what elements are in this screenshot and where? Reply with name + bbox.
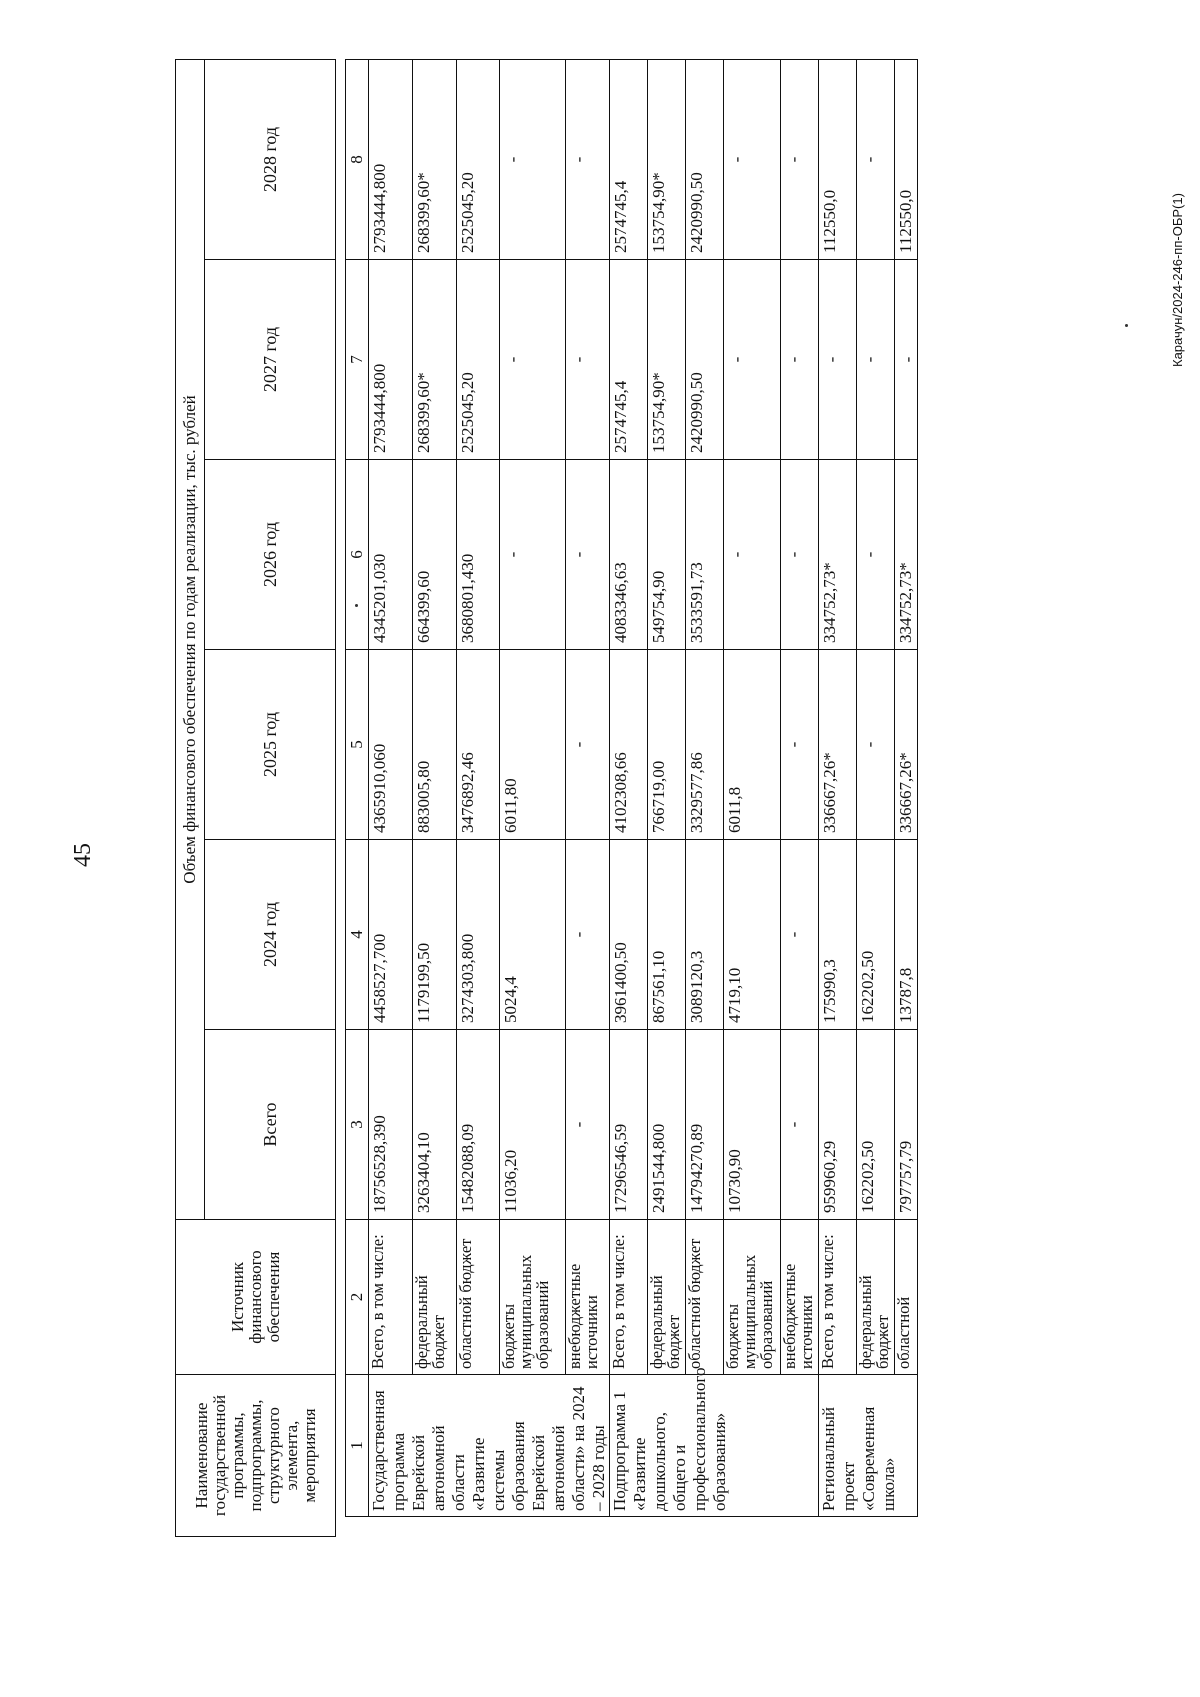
amount-cell: - bbox=[895, 260, 918, 460]
column-number: 5 bbox=[346, 650, 369, 840]
table-row bbox=[500, 60, 566, 1517]
amount-cell: - bbox=[500, 460, 566, 650]
amount-cell: 549754,90 bbox=[648, 460, 686, 650]
column-number: 4 bbox=[346, 840, 369, 1030]
header-col-source: Источник финансового обеспечения bbox=[176, 1220, 336, 1375]
column-number: 8 bbox=[346, 60, 369, 260]
amount-cell: - bbox=[781, 460, 819, 650]
funding-source-cell: Всего, в том числе: bbox=[369, 1220, 413, 1375]
table-row bbox=[724, 60, 781, 1517]
amount-cell: 2574745,4 bbox=[610, 60, 648, 260]
table-row bbox=[648, 60, 686, 1517]
funding-source-cell: федеральный бюджет bbox=[412, 1220, 456, 1375]
funding-source-cell: федеральный бюджет bbox=[857, 1220, 895, 1375]
funding-source-cell: Всего, в том числе: bbox=[610, 1220, 648, 1375]
amount-cell: 3680801,430 bbox=[456, 460, 500, 650]
amount-cell: 2491544,800 bbox=[648, 1030, 686, 1220]
header-col-2025: 2025 год bbox=[205, 650, 336, 840]
amount-cell: - bbox=[781, 840, 819, 1030]
amount-cell: 153754,90* bbox=[648, 60, 686, 260]
amount-cell: 6011,8 bbox=[724, 650, 781, 840]
table-row bbox=[369, 60, 413, 1517]
column-number-row bbox=[346, 60, 369, 1517]
amount-cell: 766719,00 bbox=[648, 650, 686, 840]
amount-cell: 334752,73* bbox=[819, 460, 857, 650]
amount-cell: 334752,73* bbox=[895, 460, 918, 650]
amount-cell: 112550,0 bbox=[895, 60, 918, 260]
amount-cell: 11036,20 bbox=[500, 1030, 566, 1220]
header-col-2027: 2027 год bbox=[205, 260, 336, 460]
amount-cell: 268399,60* bbox=[412, 60, 456, 260]
amount-cell: 3533591,73 bbox=[686, 460, 724, 650]
amount-cell: - bbox=[566, 1030, 610, 1220]
amount-cell: 5024,4 bbox=[500, 840, 566, 1030]
amount-cell: - bbox=[857, 260, 895, 460]
amount-cell: 3089120,3 bbox=[686, 840, 724, 1030]
amount-cell: - bbox=[857, 60, 895, 260]
document-code: Карачун/2024-246-пп-ОБР(1) bbox=[1170, 193, 1185, 367]
column-number: 2 bbox=[346, 1220, 369, 1375]
funding-source-cell: бюджеты муниципальных образований bbox=[500, 1220, 566, 1375]
amount-cell: 4345201,030 bbox=[369, 460, 413, 650]
header-col-total: Всего bbox=[205, 1030, 336, 1220]
amount-cell: 2793444,800 bbox=[369, 260, 413, 460]
amount-cell: - bbox=[566, 650, 610, 840]
amount-cell: - bbox=[566, 460, 610, 650]
amount-cell: 17296546,59 bbox=[610, 1030, 648, 1220]
amount-cell: 4083346,63 bbox=[610, 460, 648, 650]
amount-cell: 162202,50 bbox=[857, 1030, 895, 1220]
amount-cell: 959960,29 bbox=[819, 1030, 857, 1220]
amount-cell: 153754,90* bbox=[648, 260, 686, 460]
amount-cell: 3329577,86 bbox=[686, 650, 724, 840]
table-row bbox=[456, 60, 500, 1517]
amount-cell: 336667,26* bbox=[819, 650, 857, 840]
header-col-2026: 2026 год bbox=[205, 460, 336, 650]
amount-cell: 13787,8 bbox=[895, 840, 918, 1030]
funding-source-cell: областной bbox=[895, 1220, 918, 1375]
scan-speck bbox=[1125, 324, 1128, 327]
amount-cell: 4458527,700 bbox=[369, 840, 413, 1030]
amount-cell: - bbox=[724, 60, 781, 260]
amount-cell: 2420990,50 bbox=[686, 60, 724, 260]
column-number: 7 bbox=[346, 260, 369, 460]
table-row bbox=[895, 60, 918, 1517]
amount-cell: - bbox=[566, 60, 610, 260]
amount-cell: - bbox=[781, 650, 819, 840]
funding-source-cell: областной бюджет bbox=[686, 1220, 724, 1375]
amount-cell: 1179199,50 bbox=[412, 840, 456, 1030]
amount-cell: 268399,60* bbox=[412, 260, 456, 460]
table-row bbox=[819, 60, 857, 1517]
table-row bbox=[412, 60, 456, 1517]
funding-source-cell: Всего, в том числе: bbox=[819, 1220, 857, 1375]
amount-cell: 2420990,50 bbox=[686, 260, 724, 460]
amount-cell: - bbox=[566, 840, 610, 1030]
table-row bbox=[686, 60, 724, 1517]
amount-cell: - bbox=[781, 60, 819, 260]
amount-cell: 6011,80 bbox=[500, 650, 566, 840]
amount-cell: 867561,10 bbox=[648, 840, 686, 1030]
amount-cell: - bbox=[500, 60, 566, 260]
amount-cell: 18756528,390 bbox=[369, 1030, 413, 1220]
funding-source-cell: внебюджетные источники bbox=[781, 1220, 819, 1375]
table-row bbox=[566, 60, 610, 1517]
amount-cell: 15482088,09 bbox=[456, 1030, 500, 1220]
amount-cell: 4365910,060 bbox=[369, 650, 413, 840]
amount-cell: - bbox=[566, 260, 610, 460]
amount-cell: - bbox=[781, 1030, 819, 1220]
amount-cell: 2525045,20 bbox=[456, 260, 500, 460]
amount-cell: 10730,90 bbox=[724, 1030, 781, 1220]
scan-speck bbox=[355, 604, 358, 607]
header-col-name: Наименование государственной программы, подпрограммы, структурного элемента, мероприятия bbox=[176, 1375, 336, 1537]
table-header bbox=[175, 59, 336, 1537]
column-number: 3 bbox=[346, 1030, 369, 1220]
amount-cell: 2525045,20 bbox=[456, 60, 500, 260]
funding-source-cell: внебюджетные источники bbox=[566, 1220, 610, 1375]
program-name-cell: Государственная программа Еврейской автономной области «Развитие системы образования Еврейской автономной области» на 2024 – 2028 годы bbox=[369, 1375, 610, 1517]
amount-cell: 175990,3 bbox=[819, 840, 857, 1030]
financing-table bbox=[345, 59, 918, 1517]
funding-source-cell: бюджеты муниципальных образований bbox=[724, 1220, 781, 1375]
amount-cell: 112550,0 bbox=[819, 60, 857, 260]
page-number: 45 bbox=[70, 843, 96, 867]
amount-cell: 4102308,66 bbox=[610, 650, 648, 840]
amount-cell: 664399,60 bbox=[412, 460, 456, 650]
header-col-2028: 2028 год bbox=[205, 59, 336, 259]
amount-cell: 3274303,800 bbox=[456, 840, 500, 1030]
amount-cell: - bbox=[781, 260, 819, 460]
amount-cell: - bbox=[857, 650, 895, 840]
table-row bbox=[781, 60, 819, 1517]
amount-cell: 336667,26* bbox=[895, 650, 918, 840]
program-name-cell: Региональный проект «Современная школа» bbox=[819, 1375, 918, 1517]
amount-cell: 14794270,89 bbox=[686, 1030, 724, 1220]
amount-cell: - bbox=[724, 460, 781, 650]
column-number: 1 bbox=[346, 1375, 369, 1517]
amount-cell: 3476892,46 bbox=[456, 650, 500, 840]
amount-cell: 162202,50 bbox=[857, 840, 895, 1030]
column-number: 6 bbox=[346, 460, 369, 650]
amount-cell: 2574745,4 bbox=[610, 260, 648, 460]
amount-cell: 797757,79 bbox=[895, 1030, 918, 1220]
amount-cell: - bbox=[500, 260, 566, 460]
amount-cell: - bbox=[857, 460, 895, 650]
amount-cell: - bbox=[724, 260, 781, 460]
table-row bbox=[610, 60, 648, 1517]
amount-cell: 883005,80 bbox=[412, 650, 456, 840]
amount-cell: 3263404,10 bbox=[412, 1030, 456, 1220]
program-name-cell: Подпрограмма 1 «Развитие дошкольного, общего и профессионального образования» bbox=[610, 1375, 819, 1517]
amount-cell: - bbox=[819, 260, 857, 460]
amount-cell: 3961400,50 bbox=[610, 840, 648, 1030]
funding-source-cell: областной бюджет bbox=[456, 1220, 500, 1375]
amount-cell: 2793444,800 bbox=[369, 60, 413, 260]
amount-cell: 4719,10 bbox=[724, 840, 781, 1030]
header-group-title: Объем финансового обеспечения по годам реализации, тыс. рублей bbox=[176, 59, 205, 1219]
header-col-2024: 2024 год bbox=[205, 840, 336, 1030]
funding-source-cell: федеральный бюджет bbox=[648, 1220, 686, 1375]
table-row bbox=[857, 60, 895, 1517]
